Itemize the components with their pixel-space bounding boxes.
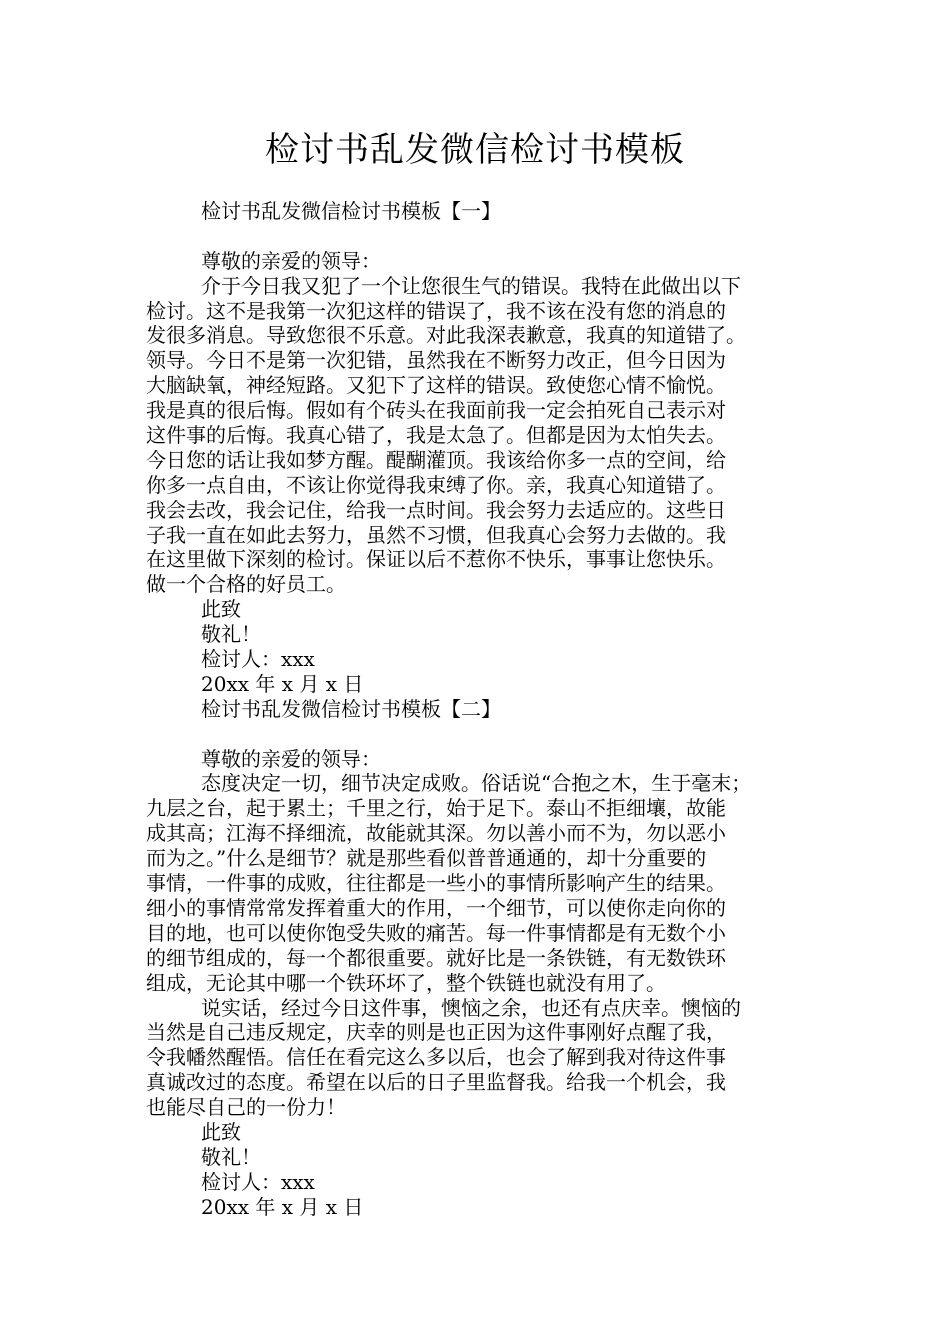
paragraph-2-line: 态度决定一切，细节决定成败。俗话说“合抱之木，生于毫末； [201, 771, 752, 796]
paragraph-1-line: 领导。今日不是第一次犯错，虽然我在不断努力改正，但今日因为 [146, 348, 726, 373]
paragraph-3-line: 令我幡然醒悟。信任在看完这么多以后，也会了解到我对待这件事 [146, 1045, 726, 1070]
paragraph-2-line: 细小的事情常常发挥着重大的作用，一个细节，可以使你走向你的 [146, 895, 726, 920]
document-body [146, 199, 810, 1220]
paragraph-1-line: 做一个合格的好员工。 [146, 572, 346, 597]
salute-1: 敬礼！ [201, 622, 261, 647]
paragraph-1-line: 我会去改，我会记住，给我一点时间。我会努力去适应的。这些日 [146, 497, 726, 522]
paragraph-2-line: 目的地，也可以使你饱受失败的痛苦。每一件事情都是有无数个小 [146, 920, 726, 945]
paragraph-1-line: 大脑缺氧，神经短路。又犯下了这样的错误。致使您心情不愉悦。 [146, 373, 726, 398]
paragraph-2-line: 九层之台，起于累土；千里之行，始于足下。泰山不拒细壤，故能 [146, 796, 726, 821]
paragraph-1-line: 发很多消息。导致您很不乐意。对此我深表歉意，我真的知道错了。 [146, 323, 746, 348]
signature-1: 检讨人：xxx [201, 647, 315, 672]
paragraph-3-line: 当然是自己违反规定，庆幸的则是也正因为这件事刚好点醒了我， [146, 1020, 726, 1045]
closing-1: 此致 [201, 597, 241, 622]
paragraph-1-line: 今日您的话让我如梦方醒。醍醐灌顶。我该给你多一点的空间，给 [146, 447, 726, 472]
paragraph-1-line: 我是真的很后悔。假如有个砖头在我面前我一定会拍死自己表示对 [146, 398, 726, 423]
paragraph-3-line: 说实话，经过今日这件事，懊恼之余，也还有点庆幸。懊恼的 [201, 995, 741, 1020]
paragraph-2-line: 组成，无论其中哪一个铁环坏了，整个铁链也就没有用了。 [146, 970, 666, 995]
paragraph-1-line: 这件事的后悔。我真心错了，我是太急了。但都是因为太怕失去。 [146, 423, 726, 448]
paragraph-1-line: 在这里做下深刻的检讨。保证以后不惹你不快乐，事事让您快乐。 [146, 547, 726, 572]
blank-line [146, 224, 810, 249]
date-2: 20xx 年 x 月 x 日 [201, 1194, 364, 1219]
paragraph-2-line: 事情，一件事的成败，往往都是一些小的事情所影响产生的结果。 [146, 871, 726, 896]
paragraph-2-line: 而为之。”什么是细节？就是那些看似普普通通的，却十分重要的 [146, 846, 707, 871]
signature-2: 检讨人：xxx [201, 1169, 315, 1194]
paragraph-1-line: 子我一直在如此去努力，虽然不习惯，但我真心会努力去做的。我 [146, 522, 726, 547]
greeting-1: 尊敬的亲爱的领导： [201, 248, 381, 273]
section-heading-2: 检讨书乱发微信检讨书模板【二】 [201, 696, 501, 721]
paragraph-1-line: 检讨。这不是我第一次犯这样的错误了，我不该在没有您的消息的 [146, 298, 726, 323]
paragraph-1-line: 介于今日我又犯了一个让您很生气的错误。我特在此做出以下 [201, 273, 741, 298]
closing-2: 此致 [201, 1119, 241, 1144]
paragraph-1-line: 你多一点自由，不该让你觉得我束缚了你。亲，我真心知道错了。 [146, 472, 726, 497]
salute-2: 敬礼！ [201, 1144, 261, 1169]
section-heading-1: 检讨书乱发微信检讨书模板【一】 [201, 199, 501, 223]
paragraph-3-line: 也能尽自己的一份力！ [146, 1095, 346, 1120]
blank-line [146, 722, 810, 747]
paragraph-2-line: 成其高；江海不择细流，故能就其深。勿以善小而不为，勿以恶小 [146, 821, 726, 846]
paragraph-2-line: 的细节组成的，每一个都很重要。就好比是一条铁链，有无数铁环 [146, 945, 726, 970]
document-title: 检讨书乱发微信检讨书模板 [265, 130, 685, 170]
greeting-2: 尊敬的亲爱的领导： [201, 746, 381, 771]
date-1: 20xx 年 x 月 x 日 [201, 671, 364, 696]
paragraph-3-line: 真诚改过的态度。希望在以后的日子里监督我。给我一个机会，我 [146, 1070, 726, 1095]
